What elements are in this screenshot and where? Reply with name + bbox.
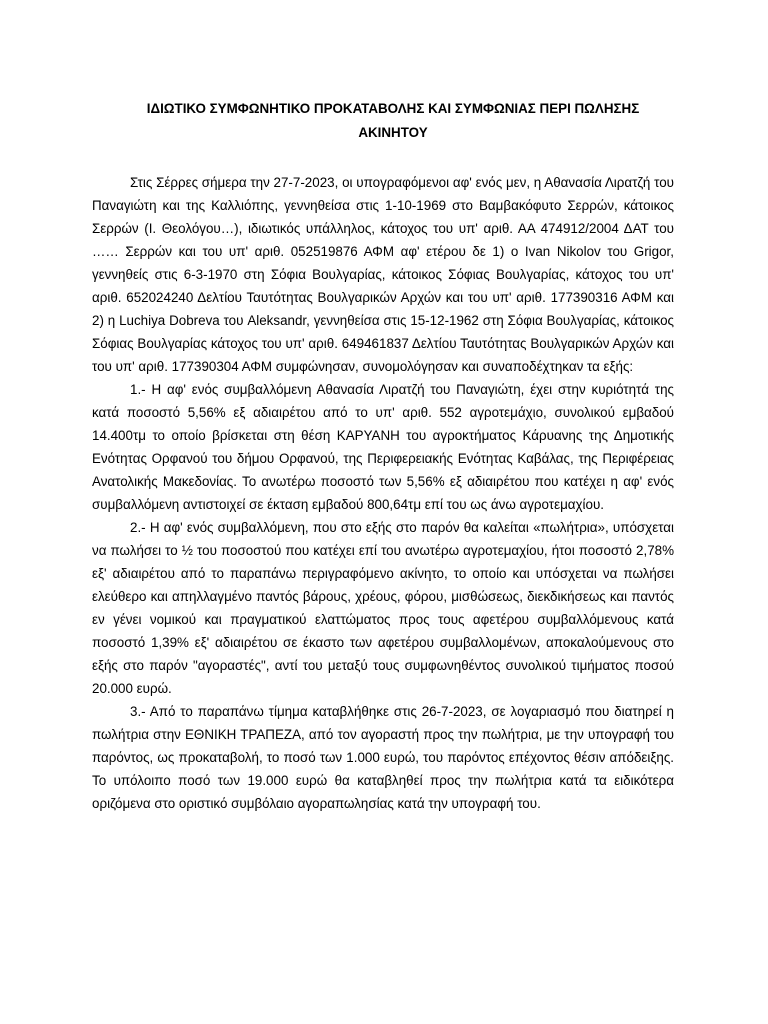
intro-paragraph: Στις Σέρρες σήμερα την 27-7-2023, οι υπογραφόμενοι αφ' ενός μεν, η Αθανασία Λιρατζή του Παναγιώτη και της Καλλιόπης, γεννηθείσα στις 1-10-1969 στο Βαμβακόφυτο Σερρών, κάτοικος Σερρών (Ι. Θεολόγου…), ιδιωτικός υπάλληλος, κάτοχος του υπ' αριθ. ΑΑ 474912/2004 ΔΑΤ του …… Σερρών και του υπ' αριθ. 052519876 ΑΦΜ αφ' ετέρου δε 1) ο Ivan Nikolov του Grigor, γεννηθείς στις 6-3-1970 στη Σόφια Βουλγαρίας, κάτοικος Σόφιας Βουλγαρίας, κάτοχος του υπ' αριθ. 652024240 Δελτίου Ταυτότητας Βουλγαρικών Αρχών και του υπ' αριθ. 177390316 ΑΦΜ και 2) η Luchiya Dobreva του Aleksandr, γεννηθείσα στις 15-12-1962 στη Σόφια Βουλγαρίας, κάτοικος Σόφιας Βουλγαρίας κάτοχος του υπ' αριθ. 649461837 Δελτίου Ταυτότητας Βουλγαρικών Αρχών και του υπ' αριθ. 177390304 ΑΦΜ συμφώνησαν, συνομολόγησαν και συναποδέχτηκαν τα εξής: — [92, 175, 674, 374]
title-line-1: ΙΔΙΩΤΙΚΟ ΣΥΜΦΩΝΗΤΙΚΟ ΠΡΟΚΑΤΑΒΟΛΗΣ ΚΑΙ ΣΥΜΦΩΝΙΑΣ ΠΕΡΙ ΠΩΛΗΣΗΣ — [146, 101, 640, 116]
document-page — [92, 97, 674, 815]
document-title — [92, 97, 674, 145]
clause-3: 3.- Από το παραπάνω τίμημα καταβλήθηκε στις 26-7-2023, σε λογαριασμό που διατηρεί η πωλήτρια στην ΕΘΝΙΚΗ ΤΡΑΠΕΖΑ, από τον αγοραστή προς την πωλήτρια, με την υπογραφή του παρόντος, ως προκαταβολή, το ποσό των 1.000 ευρώ, του παρόντος επέχοντος θέσιν απόδειξης. Το υπόλοιπο ποσό των 19.000 ευρώ θα καταβληθεί προς την πωλήτρια κατά τα ειδικότερα οριζόμενα στο οριστικό συμβόλαιο αγοραπωλησίας κατά την υπογραφή του. — [92, 704, 674, 811]
clause-2: 2.- Η αφ' ενός συμβαλλόμενη, που στο εξής στο παρόν θα καλείται «πωλήτρια», υπόσχεται να πωλήσει το ½ του ποσοστού που κατέχει επί του ανωτέρω αγροτεμαχίου, ήτοι ποσοστό 2,78% εξ' αδιαιρέτου από το παραπάνω περιγραφόμενο ακίνητο, το οποίο και υπόσχεται να πωλήσει ελεύθερο και απηλλαγμένο παντός βάρους, χρέους, φόρου, μισθώσεως, διεκδικήσεως και παντός εν γένει νομικού και πραγματικού ελαττώματος προς τους αφετέρου συμβαλλόμενους κατά ποσοστό 1,39% εξ' αδιαιρέτου σε έκαστο των αφετέρου συμβαλλομένων, αποκαλούμενους στο εξής στο παρόν "αγοραστές", αντί του μεταξύ τους συμφωνηθέντος συνολικού τιμήματος ποσού 20.000 ευρώ. — [92, 520, 674, 696]
title-line-2: ΑΚΙΝΗΤΟΥ — [358, 125, 428, 140]
clause-1: 1.- Η αφ' ενός συμβαλλόμενη Αθανασία Λιρατζή του Παναγιώτη, έχει στην κυριότητά της κατά ποσοστό 5,56% εξ αδιαιρέτου από το υπ' αριθ. 552 αγροτεμάχιο, συνολικού εμβαδού 14.400τμ το οποίο βρίσκεται στη θέση ΚΑΡΥΑΝΗ του αγροκτήματος Κάρυανης της Δημοτικής Ενότητας Ορφανού του δήμου Ορφανού, της Περιφερειακής Ενότητας Καβάλας, της Περιφέρειας Ανατολικής Μακεδονίας. Το ανωτέρω ποσοστό των 5,56% εξ αδιαιρέτου που κατέχει η αφ' ενός συμβαλλόμενη αντιστοιχεί σε έκταση εμβαδού 800,64τμ επί του ως άνω αγροτεμαχίου. — [92, 382, 674, 512]
